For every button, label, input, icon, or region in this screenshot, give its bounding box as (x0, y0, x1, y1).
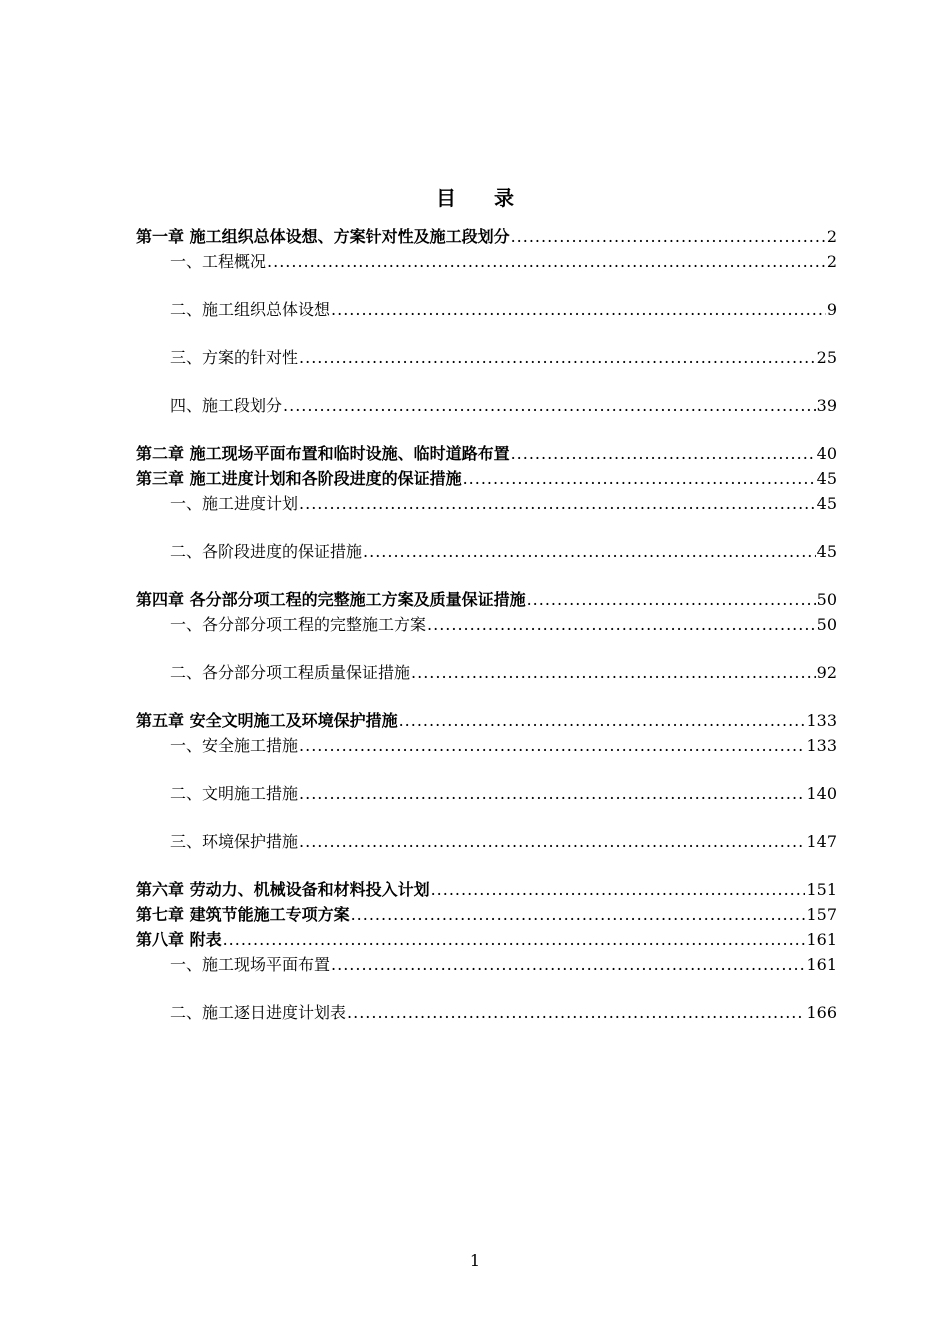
dot-leader (511, 227, 826, 247)
dot-leader (411, 663, 816, 683)
toc-entry-page: 50 (816, 615, 837, 634)
toc-entry-page: 147 (806, 832, 837, 851)
toc-section-3-2[interactable] (136, 537, 837, 562)
dot-leader (399, 711, 806, 731)
toc-entry-page: 161 (806, 930, 837, 949)
toc-entry-text: 一、各分部分项工程的完整施工方案 (170, 615, 427, 634)
toc-title-char-1: 目 (436, 186, 456, 210)
toc-entry-page: 133 (806, 711, 837, 730)
toc-chapter-8[interactable] (136, 925, 837, 950)
dot-leader (299, 348, 816, 368)
toc-entry-text: 一、施工现场平面布置 (170, 955, 331, 974)
dot-leader (351, 905, 806, 925)
toc-section-5-1[interactable] (136, 731, 837, 756)
toc-section-1-1[interactable] (136, 247, 837, 272)
dot-leader (299, 784, 805, 804)
toc-entry-page: 140 (806, 784, 837, 803)
dot-leader (267, 252, 826, 272)
toc-entry-text: 二、各分部分项工程质量保证措施 (170, 663, 411, 682)
toc-entry-text: 一、工程概况 (170, 252, 267, 271)
toc-entry-text: 一、安全施工措施 (170, 736, 299, 755)
toc-entry-page: 157 (806, 905, 837, 924)
toc-entry-text: 二、施工逐日进度计划表 (170, 1003, 347, 1022)
toc-entry-text: 四、施工段划分 (170, 396, 283, 415)
toc-entry-text: 第七章 建筑节能施工专项方案 (136, 905, 350, 924)
toc-entry-text: 二、施工组织总体设想 (170, 300, 331, 319)
toc-entry-page: 50 (816, 590, 837, 609)
toc-entry-text: 第三章 施工进度计划和各阶段进度的保证措施 (136, 469, 462, 488)
toc-entry-text: 二、文明施工措施 (170, 784, 299, 803)
toc-section-8-2[interactable] (136, 998, 837, 1023)
table-of-contents (136, 222, 837, 1023)
toc-chapter-6[interactable] (136, 875, 837, 900)
toc-section-5-3[interactable] (136, 827, 837, 852)
toc-entry-text: 第六章 劳动力、机械设备和材料投入计划 (136, 880, 430, 899)
toc-entry-page: 39 (816, 396, 837, 415)
toc-entry-text: 第八章 附表 (136, 930, 222, 949)
toc-entry-text: 三、环境保护措施 (170, 832, 299, 851)
dot-leader (299, 494, 816, 514)
toc-entry-page: 45 (816, 494, 837, 513)
toc-section-1-3[interactable] (136, 343, 837, 368)
dot-leader (431, 880, 806, 900)
toc-chapter-7[interactable] (136, 900, 837, 925)
dot-leader (363, 542, 816, 562)
toc-chapter-4[interactable] (136, 585, 837, 610)
toc-title (0, 182, 950, 211)
toc-entry-page: 2 (826, 227, 837, 246)
toc-entry-page: 25 (816, 348, 837, 367)
toc-entry-text: 一、施工进度计划 (170, 494, 299, 513)
dot-leader (463, 469, 816, 489)
dot-leader (223, 930, 806, 950)
dot-leader (427, 615, 816, 635)
toc-entry-page: 92 (816, 663, 837, 682)
toc-chapter-1[interactable] (136, 222, 837, 247)
toc-section-1-4[interactable] (136, 391, 837, 416)
toc-entry-text: 第二章 施工现场平面布置和临时设施、临时道路布置 (136, 444, 510, 463)
page-number: 1 (469, 1251, 481, 1270)
toc-section-4-2[interactable] (136, 658, 837, 683)
toc-entry-page: 166 (806, 1003, 837, 1022)
toc-entry-page: 9 (826, 300, 837, 319)
toc-entry-page: 151 (806, 880, 837, 899)
dot-leader (511, 444, 816, 464)
toc-section-5-2[interactable] (136, 779, 837, 804)
toc-entry-page: 2 (826, 252, 837, 271)
dot-leader (299, 736, 805, 756)
toc-chapter-3[interactable] (136, 464, 837, 489)
toc-chapter-2[interactable] (136, 439, 837, 464)
toc-entry-page: 40 (816, 444, 837, 463)
toc-entry-page: 45 (816, 469, 837, 488)
dot-leader (283, 396, 816, 416)
toc-entry-text: 二、各阶段进度的保证措施 (170, 542, 363, 561)
toc-section-1-2[interactable] (136, 295, 837, 320)
toc-entry-page: 45 (816, 542, 837, 561)
dot-leader (299, 832, 805, 852)
dot-leader (527, 590, 816, 610)
toc-section-8-1[interactable] (136, 950, 837, 975)
toc-entry-text: 第四章 各分部分项工程的完整施工方案及质量保证措施 (136, 590, 526, 609)
dot-leader (347, 1003, 805, 1023)
toc-entry-text: 三、方案的针对性 (170, 348, 299, 367)
toc-section-3-1[interactable] (136, 489, 837, 514)
toc-entry-page: 161 (806, 955, 837, 974)
dot-leader (331, 955, 805, 975)
toc-title-char-2: 录 (494, 186, 514, 210)
toc-entry-page: 133 (806, 736, 837, 755)
toc-section-4-1[interactable] (136, 610, 837, 635)
toc-chapter-5[interactable] (136, 706, 837, 731)
toc-entry-text: 第五章 安全文明施工及环境保护措施 (136, 711, 398, 730)
dot-leader (331, 300, 826, 320)
toc-entry-text: 第一章 施工组织总体设想、方案针对性及施工段划分 (136, 227, 510, 246)
